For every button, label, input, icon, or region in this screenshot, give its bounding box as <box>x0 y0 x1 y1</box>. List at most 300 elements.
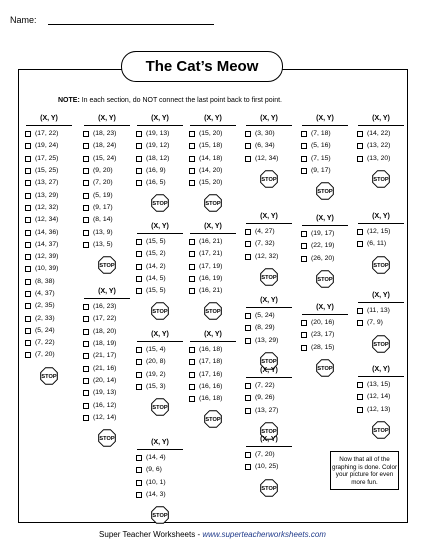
checkbox[interactable] <box>83 403 89 409</box>
checkbox[interactable] <box>245 131 251 137</box>
checkbox[interactable] <box>83 168 89 174</box>
svg-text:STOP: STOP <box>152 513 168 520</box>
svg-text:STOP: STOP <box>373 177 389 184</box>
coordinate-label: (28, 15) <box>311 343 335 351</box>
checkbox[interactable] <box>301 243 307 249</box>
coordinate-label: (19, 2) <box>146 370 166 378</box>
footer-separator: - <box>195 530 203 539</box>
checkbox[interactable] <box>25 205 31 211</box>
coordinate-section <box>189 114 237 213</box>
coordinate-item <box>83 202 131 214</box>
svg-text:STOP: STOP <box>317 366 333 373</box>
coordinate-label: (17, 22) <box>93 315 117 323</box>
coordinate-item <box>301 342 349 354</box>
checkbox[interactable] <box>83 193 89 199</box>
coordinate-item <box>357 379 405 391</box>
checkbox[interactable] <box>189 276 195 282</box>
checkbox[interactable] <box>25 193 31 199</box>
note-text: In each section, do NOT connect the last point back to first point. <box>81 97 282 104</box>
coordinate-label: (16, 23) <box>93 303 117 311</box>
coordinate-section <box>83 114 131 275</box>
coordinate-label: (14, 18) <box>199 154 223 162</box>
stop-sign-icon <box>150 505 170 525</box>
coordinate-label: (12, 39) <box>35 253 59 261</box>
checkbox[interactable] <box>189 168 195 174</box>
coordinate-item <box>136 489 184 501</box>
coordinate-section <box>301 114 349 201</box>
coordinate-label: (3, 30) <box>255 130 275 138</box>
coordinate-label: (2, 33) <box>35 314 55 322</box>
coordinate-label: (14, 2) <box>146 262 166 270</box>
coordinate-item <box>136 153 184 165</box>
coordinate-item <box>189 381 237 393</box>
coordinate-label: (2, 35) <box>35 302 55 310</box>
checkbox[interactable] <box>136 480 142 486</box>
coordinate-item <box>245 153 293 165</box>
coordinate-item <box>25 251 73 263</box>
column-header: (X, Y) <box>26 114 72 126</box>
coordinate-label: (15, 20) <box>199 130 223 138</box>
stop-sign-icon <box>39 366 59 386</box>
note <box>58 97 282 104</box>
coordinate-label: (15, 18) <box>199 142 223 150</box>
coordinate-label: (20, 8) <box>146 358 166 366</box>
coordinate-section <box>189 330 237 429</box>
coordinate-item <box>357 238 405 250</box>
checkbox[interactable] <box>189 347 195 353</box>
coordinate-label: (13, 15) <box>367 381 391 389</box>
checkbox[interactable] <box>301 168 307 174</box>
coordinate-section <box>136 438 184 525</box>
coordinate-label: (15, 4) <box>146 346 166 354</box>
checkbox[interactable] <box>357 241 363 247</box>
coordinate-section <box>245 212 293 287</box>
coordinate-label: (4, 27) <box>255 228 275 236</box>
svg-text:STOP: STOP <box>152 309 168 316</box>
checkbox[interactable] <box>25 340 31 346</box>
coordinate-label: (16, 9) <box>146 167 166 175</box>
checkbox[interactable] <box>136 239 142 245</box>
coordinate-label: (13, 29) <box>255 336 279 344</box>
checkbox[interactable] <box>189 396 195 402</box>
coordinate-label: (5, 16) <box>311 142 331 150</box>
svg-text:STOP: STOP <box>41 373 57 380</box>
coordinate-label: (4, 37) <box>35 290 55 297</box>
checkbox[interactable] <box>25 266 31 272</box>
coordinate-item <box>301 317 349 329</box>
coordinate-label: (26, 20) <box>311 254 335 262</box>
coordinate-section <box>189 222 237 321</box>
coordinate-label: (7, 22) <box>255 382 275 390</box>
checkbox[interactable] <box>301 131 307 137</box>
coordinate-item <box>136 236 184 248</box>
checkbox[interactable] <box>136 467 142 473</box>
svg-text:STOP: STOP <box>373 428 389 435</box>
coordinate-label: (19, 13) <box>146 130 170 138</box>
coordinate-item <box>136 381 184 393</box>
checkbox[interactable] <box>245 241 251 247</box>
coordinate-item <box>357 305 405 317</box>
coordinate-item <box>301 153 349 165</box>
checkbox[interactable] <box>189 359 195 365</box>
checkbox[interactable] <box>25 254 31 260</box>
checkbox[interactable] <box>25 352 31 358</box>
checkbox[interactable] <box>83 131 89 137</box>
checkbox[interactable] <box>83 316 89 322</box>
checkbox[interactable] <box>357 156 363 162</box>
coordinate-item <box>25 349 73 361</box>
checkbox[interactable] <box>136 372 142 378</box>
checkbox[interactable] <box>136 347 142 353</box>
coordinate-item <box>136 464 184 476</box>
checkbox[interactable] <box>25 180 31 186</box>
checkbox[interactable] <box>136 359 142 365</box>
svg-text:STOP: STOP <box>317 189 333 196</box>
coordinate-item <box>25 263 73 275</box>
coordinate-item <box>25 239 73 251</box>
checkbox[interactable] <box>189 156 195 162</box>
checkbox[interactable] <box>25 143 31 149</box>
checkbox[interactable] <box>245 408 251 414</box>
coordinate-item <box>83 301 131 313</box>
coordinate-item <box>25 165 73 177</box>
checkbox[interactable] <box>245 313 251 319</box>
coordinate-label: (21, 17) <box>93 352 117 360</box>
coordinate-section <box>301 303 349 378</box>
coordinate-item <box>245 128 293 140</box>
coordinate-item <box>83 239 131 251</box>
coordinate-item <box>301 128 349 140</box>
coordinate-label: (6, 11) <box>367 240 387 248</box>
coordinate-label: (15, 2) <box>146 250 166 258</box>
column-header: (X, Y) <box>358 291 404 303</box>
checkbox[interactable] <box>301 143 307 149</box>
coordinate-item <box>189 236 237 248</box>
coordinate-item <box>83 177 131 189</box>
checkbox[interactable] <box>136 131 142 137</box>
coordinate-label: (9, 20) <box>93 167 113 175</box>
checkbox[interactable] <box>83 230 89 236</box>
checkbox[interactable] <box>357 308 363 314</box>
coordinate-item <box>189 261 237 273</box>
coordinate-label: (7, 9) <box>367 319 383 327</box>
svg-text:STOP: STOP <box>205 417 221 424</box>
coordinate-item <box>245 405 293 417</box>
coordinate-label: (14, 5) <box>146 275 166 283</box>
coordinate-item <box>136 248 184 260</box>
checkbox[interactable] <box>189 264 195 270</box>
column-header: (X, Y) <box>190 114 236 126</box>
checkbox[interactable] <box>301 332 307 338</box>
coordinate-section <box>25 114 73 386</box>
checkbox[interactable] <box>301 256 307 262</box>
coordinate-item <box>136 477 184 489</box>
coordinate-section <box>136 114 184 213</box>
coordinate-label: (7, 22) <box>35 339 55 347</box>
coordinate-label: (7, 20) <box>35 351 55 359</box>
checkbox[interactable] <box>83 366 89 372</box>
coordinate-item <box>25 300 73 312</box>
checkbox[interactable] <box>357 143 363 149</box>
checkbox[interactable] <box>245 229 251 235</box>
page-title: The Cat’s Meow <box>121 51 283 82</box>
coordinate-label: (15, 5) <box>146 238 166 246</box>
checkbox[interactable] <box>136 276 142 282</box>
coordinate-item <box>189 248 237 260</box>
coordinate-item <box>83 338 131 350</box>
stop-sign-icon <box>371 255 391 275</box>
column-header: (X, Y) <box>84 114 130 126</box>
stop-sign-icon <box>150 193 170 213</box>
checkbox[interactable] <box>83 156 89 162</box>
checkbox[interactable] <box>357 320 363 326</box>
checkbox[interactable] <box>83 217 89 223</box>
checkbox[interactable] <box>25 291 31 297</box>
checkbox[interactable] <box>357 394 363 400</box>
checkbox[interactable] <box>136 156 142 162</box>
coordinate-item <box>83 153 131 165</box>
coordinate-item <box>136 177 184 189</box>
coordinate-label: (13, 27) <box>35 179 59 187</box>
name-label: Name: <box>10 15 37 25</box>
coordinate-label: (14, 37) <box>35 240 59 248</box>
column-header: (X, Y) <box>302 214 348 226</box>
coordinate-item <box>189 344 237 356</box>
coordinate-label: (7, 20) <box>93 179 113 187</box>
coordinate-label: (17, 21) <box>199 250 223 258</box>
coordinate-label: (13, 22) <box>367 142 391 150</box>
coordinate-label: (10, 39) <box>35 265 59 273</box>
checkbox[interactable] <box>83 143 89 149</box>
coordinate-item <box>136 285 184 297</box>
coordinate-item <box>25 325 73 337</box>
checkbox[interactable] <box>83 329 89 335</box>
coordinate-label: (12, 14) <box>93 413 117 421</box>
coordinate-item <box>301 228 349 240</box>
checkbox[interactable] <box>25 303 31 309</box>
checkbox[interactable] <box>136 384 142 390</box>
coordinate-label: (12, 15) <box>367 228 391 236</box>
coordinate-label: (14, 4) <box>146 454 166 462</box>
checkbox[interactable] <box>245 254 251 260</box>
checkbox[interactable] <box>245 383 251 389</box>
checkbox[interactable] <box>25 217 31 223</box>
coordinate-label: (9, 17) <box>311 167 331 175</box>
checkbox[interactable] <box>83 378 89 384</box>
checkbox[interactable] <box>245 156 251 162</box>
column-header: (X, Y) <box>358 114 404 126</box>
checkbox[interactable] <box>136 143 142 149</box>
coordinate-label: (18, 24) <box>93 142 117 150</box>
coordinate-label: (9, 6) <box>146 466 162 474</box>
checkbox[interactable] <box>25 131 31 137</box>
svg-text:STOP: STOP <box>317 277 333 284</box>
svg-text:STOP: STOP <box>205 201 221 208</box>
coordinate-section <box>245 296 293 371</box>
checkbox[interactable] <box>189 180 195 186</box>
coordinate-label: (21, 16) <box>93 364 117 372</box>
stop-sign-icon <box>315 358 335 378</box>
coordinate-item <box>357 226 405 238</box>
checkbox[interactable] <box>83 415 89 421</box>
checkbox[interactable] <box>25 168 31 174</box>
checkbox[interactable] <box>245 338 251 344</box>
coordinate-item <box>83 399 131 411</box>
coordinate-label: (6, 34) <box>255 142 275 150</box>
coordinate-label: (13, 29) <box>35 191 59 199</box>
checkbox[interactable] <box>136 492 142 498</box>
coordinate-label: (18, 23) <box>93 130 117 138</box>
coordinate-item <box>25 189 73 201</box>
coordinate-item <box>83 189 131 201</box>
checkbox[interactable] <box>136 251 142 257</box>
stop-sign-icon <box>315 181 335 201</box>
checkbox[interactable] <box>83 390 89 396</box>
footer-url[interactable]: www.superteacherworksheets.com <box>202 530 326 539</box>
coordinate-label: (16, 16) <box>199 383 223 391</box>
coordinate-section <box>357 365 405 440</box>
coordinate-label: (13, 20) <box>367 154 391 162</box>
coordinate-label: (7, 20) <box>255 451 275 459</box>
checkbox[interactable] <box>189 131 195 137</box>
stop-sign-icon <box>150 397 170 417</box>
coordinate-label: (15, 5) <box>146 287 166 295</box>
checkbox[interactable] <box>25 242 31 248</box>
checkbox[interactable] <box>301 320 307 326</box>
coordinate-item <box>245 380 293 392</box>
checkbox[interactable] <box>301 156 307 162</box>
coordinate-item <box>245 140 293 152</box>
checkbox[interactable] <box>189 143 195 149</box>
stop-sign-icon <box>371 169 391 189</box>
stop-sign-icon <box>97 255 117 275</box>
column-header: (X, Y) <box>137 438 183 450</box>
coordinate-item <box>136 369 184 381</box>
coordinate-label: (13, 9) <box>93 228 113 236</box>
footer-brand: Super Teacher Worksheets <box>99 530 196 539</box>
coordinate-label: (7, 32) <box>255 240 275 248</box>
coordinate-item <box>136 261 184 273</box>
coordinate-item <box>136 344 184 356</box>
stop-sign-icon <box>315 269 335 289</box>
coordinate-item <box>25 226 73 238</box>
checkbox[interactable] <box>189 288 195 294</box>
coordinate-item <box>357 317 405 329</box>
column-header: (X, Y) <box>246 366 292 378</box>
coordinate-item <box>83 214 131 226</box>
checkbox[interactable] <box>357 407 363 413</box>
coordinate-section <box>136 222 184 321</box>
checkbox[interactable] <box>357 382 363 388</box>
coordinate-item <box>189 393 237 405</box>
coordinate-item <box>83 226 131 238</box>
coordinate-item <box>83 412 131 424</box>
coordinate-section <box>136 330 184 417</box>
coordinate-item <box>245 392 293 404</box>
coordinate-label: (11, 13) <box>367 307 390 315</box>
coordinate-item <box>136 452 184 464</box>
coordinate-item <box>301 329 349 341</box>
checkbox[interactable] <box>83 242 89 248</box>
checkbox[interactable] <box>25 316 31 322</box>
checkbox[interactable] <box>25 328 31 334</box>
checkbox[interactable] <box>245 325 251 331</box>
svg-text:STOP: STOP <box>152 201 168 208</box>
checkbox[interactable] <box>25 156 31 162</box>
coordinate-section <box>245 366 293 441</box>
coordinate-label: (7, 18) <box>311 130 331 138</box>
checkbox[interactable] <box>357 229 363 235</box>
stop-sign-icon <box>97 428 117 448</box>
checkbox[interactable] <box>189 239 195 245</box>
coordinate-item <box>189 153 237 165</box>
coordinate-section <box>83 287 131 448</box>
checkbox[interactable] <box>189 384 195 390</box>
coordinate-item <box>25 312 73 324</box>
coordinate-label: (14, 36) <box>35 228 59 236</box>
checkbox[interactable] <box>245 464 251 470</box>
coordinate-label: (5, 24) <box>35 326 55 334</box>
coordinate-label: (8, 38) <box>35 277 55 285</box>
column-header: (X, Y) <box>246 435 292 447</box>
coordinate-label: (16, 21) <box>199 238 223 246</box>
coordinate-label: (9, 26) <box>255 394 275 402</box>
checkbox[interactable] <box>136 288 142 294</box>
checkbox[interactable] <box>301 345 307 351</box>
checkbox[interactable] <box>136 264 142 270</box>
checkbox[interactable] <box>301 231 307 237</box>
checkbox[interactable] <box>245 395 251 401</box>
coordinate-item <box>189 177 237 189</box>
checkbox[interactable] <box>136 455 142 461</box>
coordinate-item <box>189 128 237 140</box>
checkbox[interactable] <box>245 452 251 458</box>
svg-text:STOP: STOP <box>261 177 277 184</box>
name-line[interactable] <box>48 24 214 25</box>
coordinate-label: (16, 19) <box>199 275 223 283</box>
checkbox[interactable] <box>83 353 89 359</box>
coordinate-item <box>25 202 73 214</box>
checkbox[interactable] <box>83 341 89 347</box>
checkbox[interactable] <box>83 304 89 310</box>
coordinate-label: (17, 16) <box>199 370 223 378</box>
column-header: (X, Y) <box>84 287 130 299</box>
checkbox[interactable] <box>189 251 195 257</box>
coordinate-label: (16, 18) <box>199 346 223 354</box>
checkbox[interactable] <box>136 168 142 174</box>
checkbox[interactable] <box>357 131 363 137</box>
checkbox[interactable] <box>189 372 195 378</box>
coordinate-item <box>83 140 131 152</box>
checkbox[interactable] <box>83 180 89 186</box>
column-header: (X, Y) <box>246 114 292 126</box>
checkbox[interactable] <box>245 143 251 149</box>
stop-sign-icon <box>150 301 170 321</box>
stop-sign-icon <box>203 193 223 213</box>
checkbox[interactable] <box>136 180 142 186</box>
stop-sign-icon <box>259 267 279 287</box>
coordinate-label: (10, 25) <box>255 463 279 471</box>
checkbox[interactable] <box>25 279 31 285</box>
coordinate-item <box>245 322 293 334</box>
checkbox[interactable] <box>25 230 31 236</box>
checkbox[interactable] <box>83 205 89 211</box>
coordinate-item <box>245 335 293 347</box>
column-header: (X, Y) <box>246 296 292 308</box>
coordinate-label: (19, 24) <box>35 142 59 150</box>
coordinate-item <box>25 337 73 349</box>
note-prefix: NOTE: <box>58 97 80 104</box>
